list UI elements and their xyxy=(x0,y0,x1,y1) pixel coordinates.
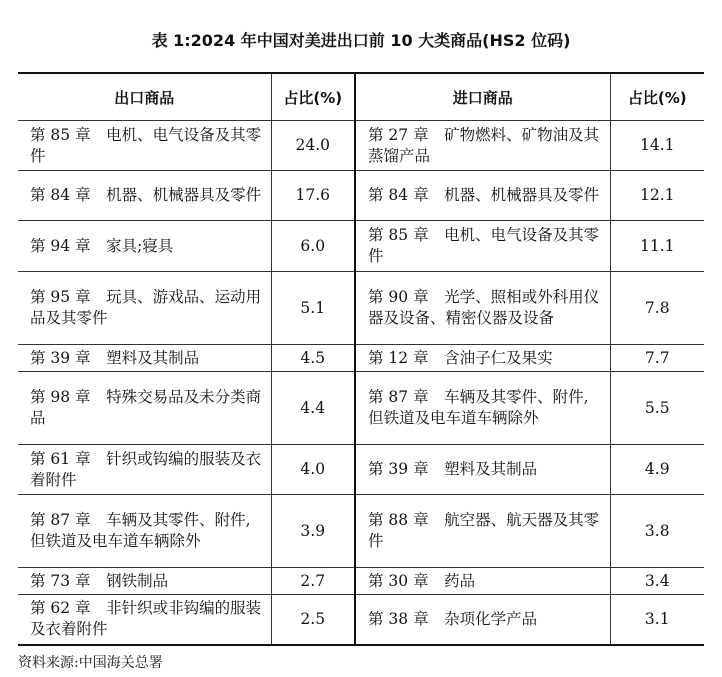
source-note: 资料来源:中国海关总署 xyxy=(18,655,163,671)
import-share: 3.1 xyxy=(610,595,704,645)
import-share: 4.9 xyxy=(610,445,704,495)
header-import-item: 进口商品 xyxy=(355,73,610,121)
import-share: 11.1 xyxy=(610,221,704,272)
export-item: 第 87 章 车辆及其零件、附件,但铁道及电车道车辆除外 xyxy=(18,495,271,568)
header-row xyxy=(18,73,704,121)
export-share: 24.0 xyxy=(271,121,355,171)
export-item: 第 39 章 塑料及其制品 xyxy=(18,345,271,372)
table-row xyxy=(18,345,704,372)
export-share: 4.5 xyxy=(271,345,355,372)
import-share: 12.1 xyxy=(610,171,704,221)
header-export-item: 出口商品 xyxy=(18,73,271,121)
import-share: 3.8 xyxy=(610,495,704,568)
export-share: 2.5 xyxy=(271,595,355,645)
export-item: 第 98 章 特殊交易品及未分类商品 xyxy=(18,372,271,445)
import-item: 第 38 章 杂项化学产品 xyxy=(355,595,610,645)
trade-table xyxy=(18,72,704,646)
table-row xyxy=(18,495,704,568)
import-share: 14.1 xyxy=(610,121,704,171)
import-item: 第 84 章 机器、机械器具及零件 xyxy=(355,171,610,221)
export-item: 第 61 章 针织或钩编的服装及衣着附件 xyxy=(18,445,271,495)
import-share: 3.4 xyxy=(610,568,704,595)
export-share: 6.0 xyxy=(271,221,355,272)
import-item: 第 87 章 车辆及其零件、附件,但铁道及电车道车辆除外 xyxy=(355,372,610,445)
table-row xyxy=(18,221,704,272)
export-share: 4.4 xyxy=(271,372,355,445)
import-share: 7.8 xyxy=(610,272,704,345)
export-share: 2.7 xyxy=(271,568,355,595)
import-item: 第 30 章 药品 xyxy=(355,568,610,595)
export-item: 第 95 章 玩具、游戏品、运动用品及其零件 xyxy=(18,272,271,345)
table-row xyxy=(18,372,704,445)
table-row xyxy=(18,121,704,171)
export-item: 第 85 章 电机、电气设备及其零件 xyxy=(18,121,271,171)
table-row xyxy=(18,568,704,595)
export-share: 17.6 xyxy=(271,171,355,221)
table-row xyxy=(18,595,704,645)
import-item: 第 39 章 塑料及其制品 xyxy=(355,445,610,495)
export-share: 5.1 xyxy=(271,272,355,345)
export-share: 3.9 xyxy=(271,495,355,568)
import-share: 5.5 xyxy=(610,372,704,445)
export-item: 第 62 章 非针织或非钩编的服装及衣着附件 xyxy=(18,595,271,645)
import-share: 7.7 xyxy=(610,345,704,372)
table-title: 表 1:2024 年中国对美进出口前 10 大类商品(HS2 位码) xyxy=(151,31,571,50)
table-row xyxy=(18,272,704,345)
import-item: 第 27 章 矿物燃料、矿物油及其蒸馏产品 xyxy=(355,121,610,171)
header-export-share: 占比(%) xyxy=(271,73,355,121)
export-item: 第 84 章 机器、机械器具及零件 xyxy=(18,171,271,221)
export-item: 第 94 章 家具;寝具 xyxy=(18,221,271,272)
import-item: 第 85 章 电机、电气设备及其零件 xyxy=(355,221,610,272)
import-item: 第 90 章 光学、照相或外科用仪器及设备、精密仪器及设备 xyxy=(355,272,610,345)
import-item: 第 12 章 含油子仁及果实 xyxy=(355,345,610,372)
export-share: 4.0 xyxy=(271,445,355,495)
table-row xyxy=(18,445,704,495)
export-item: 第 73 章 钢铁制品 xyxy=(18,568,271,595)
import-item: 第 88 章 航空器、航天器及其零件 xyxy=(355,495,610,568)
header-import-share: 占比(%) xyxy=(610,73,704,121)
table-row xyxy=(18,171,704,221)
